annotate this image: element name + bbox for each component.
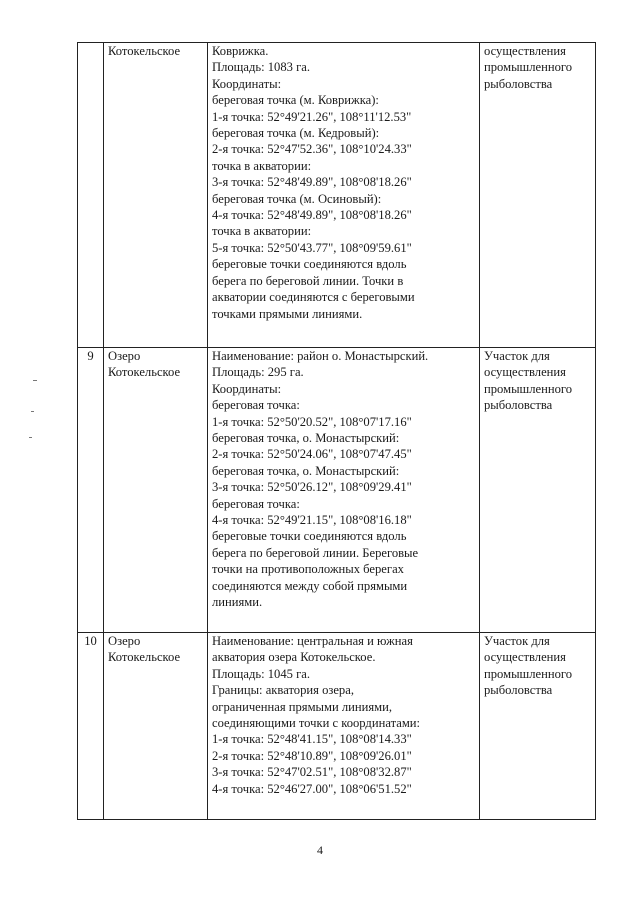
purpose-cell xyxy=(480,43,596,348)
description-line: Площадь: 295 га. xyxy=(212,365,304,380)
fishing-areas-table xyxy=(77,42,596,820)
table-row xyxy=(78,633,596,820)
description-line: 4-я точка: 52°48'49.89", 108°08'18.26" xyxy=(212,208,412,223)
water-body-cell xyxy=(104,43,208,348)
description-line: 3-я точка: 52°48'49.89", 108°08'18.26" xyxy=(212,175,412,190)
purpose-line: осуществления xyxy=(484,365,566,380)
row-number-cell xyxy=(78,633,104,820)
description-line: Наименование: район о. Монастырский. xyxy=(212,349,429,363)
water-body-line: Котокельское xyxy=(108,650,181,665)
purpose-line: промышленного xyxy=(484,381,573,396)
row-number: 9 xyxy=(87,349,94,363)
description-line: береговая точка, о. Монастырский: xyxy=(212,463,400,478)
description-line: Координаты: xyxy=(212,381,282,396)
description-line: Площадь: 1083 га. xyxy=(212,60,311,75)
description-line: береговые точки соединяются вдоль xyxy=(212,529,407,544)
description-line: берега по береговой линии. Точки в xyxy=(212,273,404,288)
purpose-cell xyxy=(480,633,596,820)
water-body-line: Котокельское xyxy=(108,44,181,58)
table-row xyxy=(78,348,596,633)
description-line: 4-я точка: 52°46'27.00", 108°06'51.52" xyxy=(212,781,412,796)
description-line: акватория озера Котокельское. xyxy=(212,650,376,665)
description-line: точка в акватории: xyxy=(212,224,312,239)
purpose-line: рыболовства xyxy=(484,76,553,91)
description-line: линиями. xyxy=(212,595,263,610)
description-line: Коврижка. xyxy=(212,44,269,58)
purpose-line: осуществления xyxy=(484,650,566,665)
description-line: соединяющими точки с координатами: xyxy=(212,716,421,731)
row-number: 10 xyxy=(84,634,97,648)
description-line: точка в акватории: xyxy=(212,158,312,173)
description-line: 3-я точка: 52°50'26.12", 108°09'29.41" xyxy=(212,480,412,495)
purpose-line: рыболовства xyxy=(484,398,553,413)
description-line: Наименование: центральная и южная xyxy=(212,634,413,648)
row-number-cell xyxy=(78,43,104,348)
purpose-line: промышленного xyxy=(484,60,573,75)
description-line: береговые точки соединяются вдоль xyxy=(212,257,407,272)
description-line: 5-я точка: 52°50'43.77", 108°09'59.61" xyxy=(212,240,412,255)
description-line: 1-я точка: 52°50'20.52", 108°07'17.16" xyxy=(212,414,412,429)
description-line: 2-я точка: 52°50'24.06", 108°07'47.45" xyxy=(212,447,412,462)
water-body-line: Озеро xyxy=(108,634,141,648)
purpose-cell xyxy=(480,348,596,633)
description-line: 1-я точка: 52°49'21.26", 108°11'12.53" xyxy=(212,109,412,124)
description-line: 2-я точка: 52°47'52.36", 108°10'24.33" xyxy=(212,142,412,157)
purpose-line: осуществления xyxy=(484,44,566,58)
purpose-line: рыболовства xyxy=(484,683,553,698)
description-line: ограниченная прямыми линиями, xyxy=(212,699,393,714)
scan-speck xyxy=(29,437,32,438)
page-number: 4 xyxy=(317,843,323,857)
description-line: 1-я точка: 52°48'41.15", 108°08'14.33" xyxy=(212,732,412,747)
description-line: соединяются между собой прямыми xyxy=(212,578,408,593)
description-cell xyxy=(208,633,480,820)
description-line: Координаты: xyxy=(212,76,282,91)
description-line: точки на противоположных берегах xyxy=(212,562,404,577)
description-line: точками прямыми линиями. xyxy=(212,306,363,321)
description-line: береговая точка, о. Монастырский: xyxy=(212,431,400,446)
description-line: 3-я точка: 52°47'02.51", 108°08'32.87" xyxy=(212,765,412,780)
row-number-cell xyxy=(78,348,104,633)
description-line: 4-я точка: 52°49'21.15", 108°08'16.18" xyxy=(212,513,412,528)
description-cell xyxy=(208,43,480,348)
description-line: Границы: акватория озера, xyxy=(212,683,354,698)
purpose-line: Участок для xyxy=(484,349,550,363)
description-line: Площадь: 1045 га. xyxy=(212,666,311,681)
purpose-line: Участок для xyxy=(484,634,550,648)
scan-speck xyxy=(33,380,37,381)
description-line: береговая точка (м. Коврижка): xyxy=(212,93,379,108)
purpose-line: промышленного xyxy=(484,666,573,681)
description-line: береговая точка: xyxy=(212,398,300,413)
description-line: акватории соединяются с береговыми xyxy=(212,290,415,305)
description-line: береговая точка (м. Кедровый): xyxy=(212,126,380,141)
table-row xyxy=(78,43,596,348)
water-body-line: Котокельское xyxy=(108,365,181,380)
water-body-cell xyxy=(104,348,208,633)
water-body-line: Озеро xyxy=(108,349,141,363)
description-line: 2-я точка: 52°48'10.89", 108°09'26.01" xyxy=(212,748,412,763)
description-line: берега по береговой линии. Береговые xyxy=(212,545,419,560)
description-line: береговая точка: xyxy=(212,496,300,511)
description-cell xyxy=(208,348,480,633)
description-line: береговая точка (м. Осиновый): xyxy=(212,191,382,206)
water-body-cell xyxy=(104,633,208,820)
scan-speck xyxy=(31,411,34,412)
